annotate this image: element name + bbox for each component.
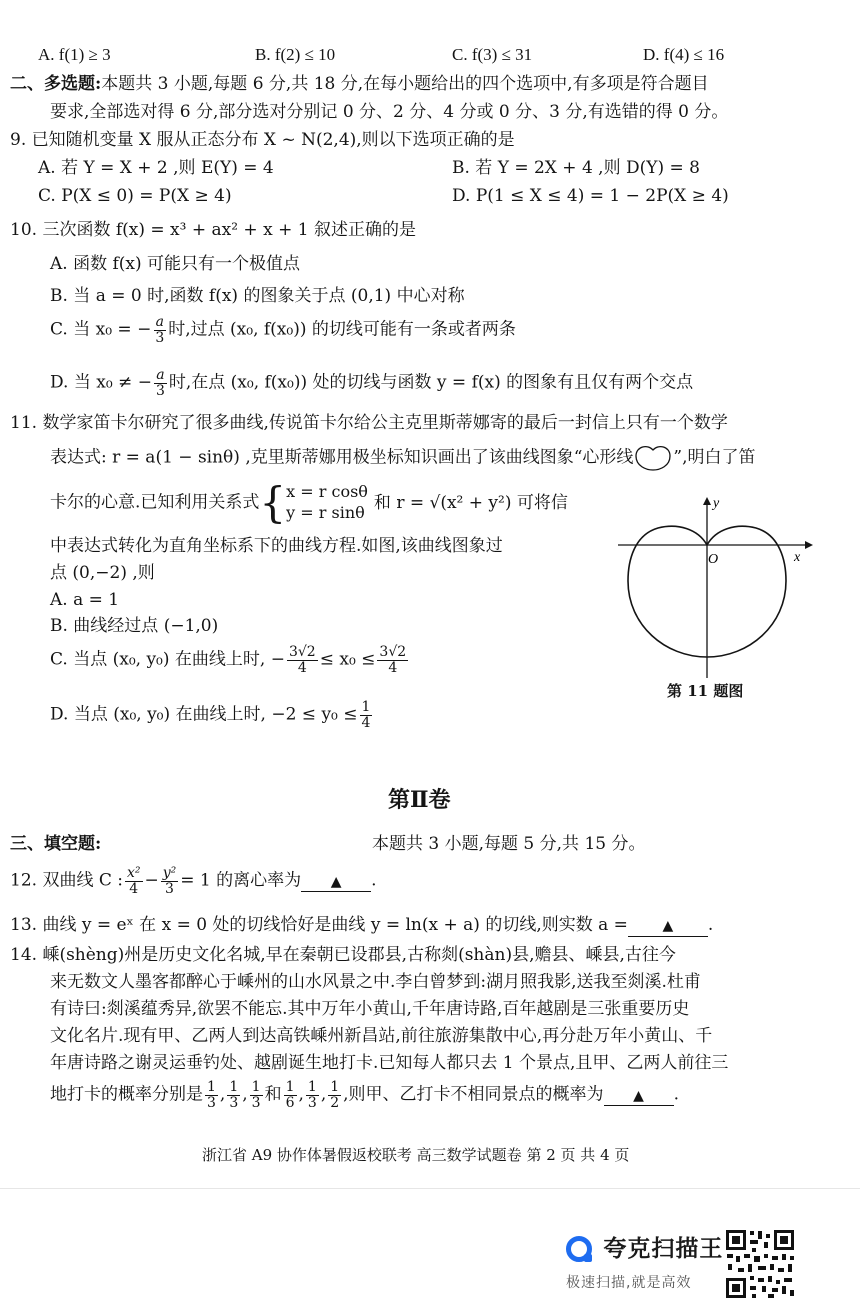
q9-option-b: B. 若 Y = 2X + 4 ,则 D(Y) = 8 bbox=[452, 158, 700, 178]
q14-answer-blank: ▲ bbox=[604, 1088, 674, 1107]
q14-d2: 3 bbox=[229, 1094, 239, 1111]
q13-answer-blank: ▲ bbox=[628, 918, 708, 937]
q14-line4: 文化名片.现有甲、乙两人到达高铁嵊州新昌站,前往旅游集散中心,再分赴万年小黄山、千 bbox=[50, 1026, 713, 1046]
q11-c-den2: 4 bbox=[388, 659, 398, 676]
scanner-brand-row bbox=[566, 1235, 723, 1264]
scanner-logo-icon bbox=[566, 1236, 592, 1262]
section2-heading: 二、多选题: bbox=[10, 74, 102, 94]
x-axis-arrow bbox=[805, 541, 813, 549]
q11-c-frac2 bbox=[377, 645, 408, 675]
q14-d1: 3 bbox=[207, 1094, 216, 1111]
q10-c-prefix: C. 当 x₀ = − bbox=[50, 319, 152, 340]
q12-frac1 bbox=[125, 866, 143, 896]
q10-c-fraction bbox=[153, 315, 166, 345]
q10-c-suffix: 时,过点 (x₀, f(x₀)) 的切线可能有一条或者两条 bbox=[168, 319, 516, 340]
q8-option-a: A. f(1) ≥ 3 bbox=[38, 45, 111, 64]
origin-label: O bbox=[708, 552, 719, 567]
polar-system bbox=[286, 482, 368, 524]
q14-frac5 bbox=[306, 1080, 319, 1110]
q11-line5: 点 (0,−2) ,则 bbox=[50, 563, 155, 583]
x-axis-label: x bbox=[794, 550, 801, 565]
q14-d3: 3 bbox=[251, 1094, 261, 1111]
q10-option-d bbox=[50, 368, 693, 398]
q14-f2: 1 bbox=[229, 1079, 239, 1095]
q14-line6-prefix: 地打卡的概率分别是 bbox=[50, 1084, 203, 1105]
q14-line5: 年唐诗路之谢灵运垂钓处、越剧诞生地打卡.已知每人都只去 1 个景点,且甲、乙两人前往三 bbox=[50, 1053, 729, 1073]
q11-d-den: 4 bbox=[361, 714, 371, 731]
q12-line bbox=[10, 866, 377, 896]
section2-header bbox=[10, 74, 709, 95]
y-axis-label: y bbox=[713, 496, 720, 511]
q8-option-c: C. f(3) ≤ 31 bbox=[452, 45, 533, 64]
q14-frac3 bbox=[250, 1080, 263, 1110]
q11-d-prefix: D. 当点 (x₀, y₀) 在曲线上时, −2 ≤ y₀ ≤ bbox=[50, 704, 358, 725]
q14-line3: 有诗曰:剡溪蕴秀异,欲罢不能忘.其中万年小黄山,千年唐诗路,百年越剧是三张重要历史 bbox=[50, 999, 690, 1019]
system-eq2: y = r sinθ bbox=[286, 503, 365, 522]
q10-c-den: 3 bbox=[155, 329, 165, 346]
q10-d-fraction bbox=[154, 368, 167, 398]
q10-d-suffix: 时,在点 (x₀, f(x₀)) 处的切线与函数 y = f(x) 的图象有且仅有两个交点 bbox=[168, 372, 694, 393]
q14-sep3: , bbox=[298, 1084, 304, 1105]
q11-d-frac bbox=[360, 700, 373, 730]
q11-c-num1: 3√2 bbox=[288, 644, 316, 660]
q14-end: . bbox=[673, 1084, 679, 1105]
system-eq1: x = r cosθ bbox=[286, 482, 368, 502]
q11-c-frac1 bbox=[287, 645, 318, 675]
q12-num1: x² bbox=[126, 865, 141, 881]
q14-sep1: , bbox=[219, 1084, 226, 1105]
q12-prefix: 12. 双曲线 C : bbox=[10, 870, 123, 891]
q12-minus: − bbox=[144, 870, 159, 891]
q9-stem: 9. 已知随机变量 X 服从正态分布 X ~ N(2,4),则以下选项正确的是 bbox=[10, 130, 515, 150]
q10-option-a: A. 函数 f(x) 可能只有一个极值点 bbox=[50, 254, 301, 274]
q14-line6 bbox=[50, 1080, 679, 1110]
q12-end: . bbox=[371, 870, 377, 891]
part2-title: 第Ⅱ卷 bbox=[388, 787, 451, 813]
q14-f6: 1 bbox=[330, 1079, 340, 1095]
q14-and: 和 bbox=[264, 1084, 282, 1105]
q12-num2: y² bbox=[162, 865, 177, 881]
q10-stem: 10. 三次函数 f(x) = x³ + ax² + x + 1 叙述正确的是 bbox=[10, 220, 416, 240]
q14-f3: 1 bbox=[251, 1079, 261, 1095]
q11-line2-end: ”,明白了笛 bbox=[673, 447, 756, 468]
q14-d6: 2 bbox=[330, 1094, 340, 1111]
scanner-slogan: 极速扫描,就是高效 bbox=[566, 1275, 692, 1291]
q11-c-den1: 4 bbox=[297, 659, 307, 676]
q11-line2-text: 表达式: r = a(1 − sinθ) ,克里斯蒂娜用极坐标知识画出了该曲线图象“心形线 bbox=[50, 447, 634, 468]
q14-line1: 14. 嵊(shèng)州是历史文化名城,早在秦朝已设郡县,古称剡(shàn)县,赡县、嵊县,古往今 bbox=[10, 945, 676, 965]
qr-code-icon bbox=[724, 1228, 796, 1300]
q13-text: 13. 曲线 y = eˣ 在 x = 0 处的切线恰好是曲线 y = ln(x + a) 的切线,则实数 a = bbox=[10, 915, 628, 935]
section3-desc: 本题共 3 小题,每题 5 分,共 15 分。 bbox=[372, 834, 646, 854]
watermark-divider bbox=[0, 1188, 860, 1189]
q11-line3 bbox=[50, 478, 568, 527]
q9-option-a: A. 若 Y = X + 2 ,则 E(Y) = 4 bbox=[38, 158, 274, 178]
scanner-brand: 夸克扫描王 bbox=[603, 1236, 724, 1262]
q14-f1: 1 bbox=[207, 1079, 216, 1095]
q11-line3-text: 卡尔的心意.已知利用关系式 bbox=[50, 492, 260, 513]
q12-frac2 bbox=[161, 866, 179, 896]
q14-d4: 6 bbox=[285, 1094, 295, 1111]
q11-line2 bbox=[50, 445, 756, 471]
q13-end: . bbox=[707, 915, 714, 935]
q14-line2: 来无数文人墨客都醉心于嵊州的山水风景之中.李白曾梦到:湖月照我影,送我至剡溪.杜甫 bbox=[50, 972, 701, 992]
section3-heading: 三、填空题: bbox=[10, 834, 102, 854]
q12-den1: 4 bbox=[129, 880, 139, 897]
q14-frac1 bbox=[205, 1080, 218, 1110]
q14-line6-suffix: ,则甲、乙打卡不相同景点的概率为 bbox=[343, 1084, 604, 1105]
q10-option-c bbox=[50, 315, 516, 345]
q11-option-d bbox=[50, 700, 374, 730]
q9-option-c: C. P(X ≤ 0) = P(X ≥ 4) bbox=[38, 186, 232, 206]
q14-d5: 3 bbox=[307, 1094, 317, 1111]
q11-option-c bbox=[50, 645, 410, 675]
q14-frac2 bbox=[227, 1080, 240, 1110]
cardioid-figure bbox=[610, 495, 820, 680]
cardioid-icon bbox=[634, 445, 672, 471]
q14-f5: 1 bbox=[307, 1079, 317, 1095]
q11-c-prefix: C. 当点 (x₀, y₀) 在曲线上时, − bbox=[50, 649, 285, 670]
q11-c-num2: 3√2 bbox=[379, 644, 407, 660]
y-axis-arrow bbox=[703, 497, 711, 505]
q11-c-mid: ≤ x₀ ≤ bbox=[319, 649, 376, 670]
figure-caption: 第 11 题图 bbox=[667, 682, 744, 700]
q11-option-b: B. 曲线经过点 (−1,0) bbox=[50, 616, 219, 636]
q10-option-b: B. 当 a = 0 时,函数 f(x) 的图象关于点 (0,1) 中心对称 bbox=[50, 286, 465, 306]
q14-sep2: , bbox=[242, 1084, 248, 1105]
q12-den2: 3 bbox=[165, 880, 174, 897]
q11-line3-end: 和 r = √(x² + y²) 可将信 bbox=[373, 492, 568, 513]
page-footer: 浙江省 A9 协作体暑假返校联考 高三数学试题卷 第 2 页 共 4 页 bbox=[202, 1146, 630, 1164]
q12-answer-blank: ▲ bbox=[301, 874, 371, 893]
q13-line bbox=[10, 915, 713, 937]
q12-suffix: = 1 的离心率为 bbox=[180, 870, 302, 891]
q9-option-d: D. P(1 ≤ X ≤ 4) = 1 − 2P(X ≥ 4) bbox=[452, 186, 729, 206]
q8-option-d: D. f(4) ≤ 16 bbox=[643, 45, 725, 64]
section2-desc-line2: 要求,全部选对得 6 分,部分选对分别记 0 分、2 分、4 分或 0 分、3 分,有选错的得 0 分。 bbox=[50, 102, 729, 122]
q11-option-a: A. a = 1 bbox=[50, 590, 120, 610]
q14-frac6 bbox=[328, 1080, 341, 1110]
q10-d-prefix: D. 当 x₀ ≠ − bbox=[50, 372, 152, 393]
q10-d-num: a bbox=[156, 367, 165, 383]
q14-sep4: , bbox=[320, 1084, 327, 1105]
q14-frac4 bbox=[284, 1080, 297, 1110]
q11-line1: 11. 数学家笛卡尔研究了很多曲线,传说笛卡尔给公主克里斯蒂娜寄的最后一封信上只有一个数学 bbox=[10, 413, 728, 433]
q11-line4: 中表达式转化为直角坐标系下的曲线方程.如图,该曲线图象过 bbox=[50, 536, 503, 556]
q11-d-num: 1 bbox=[361, 699, 371, 715]
q14-f4: 1 bbox=[285, 1079, 295, 1095]
q8-option-b: B. f(2) ≤ 10 bbox=[255, 45, 336, 64]
section2-desc-line1: 本题共 3 小题,每题 6 分,共 18 分,在每小题给出的四个选项中,有多项是符合题目 bbox=[101, 74, 709, 94]
system-brace: { bbox=[259, 478, 287, 527]
q10-c-num: a bbox=[155, 314, 164, 330]
q10-d-den: 3 bbox=[155, 382, 165, 399]
